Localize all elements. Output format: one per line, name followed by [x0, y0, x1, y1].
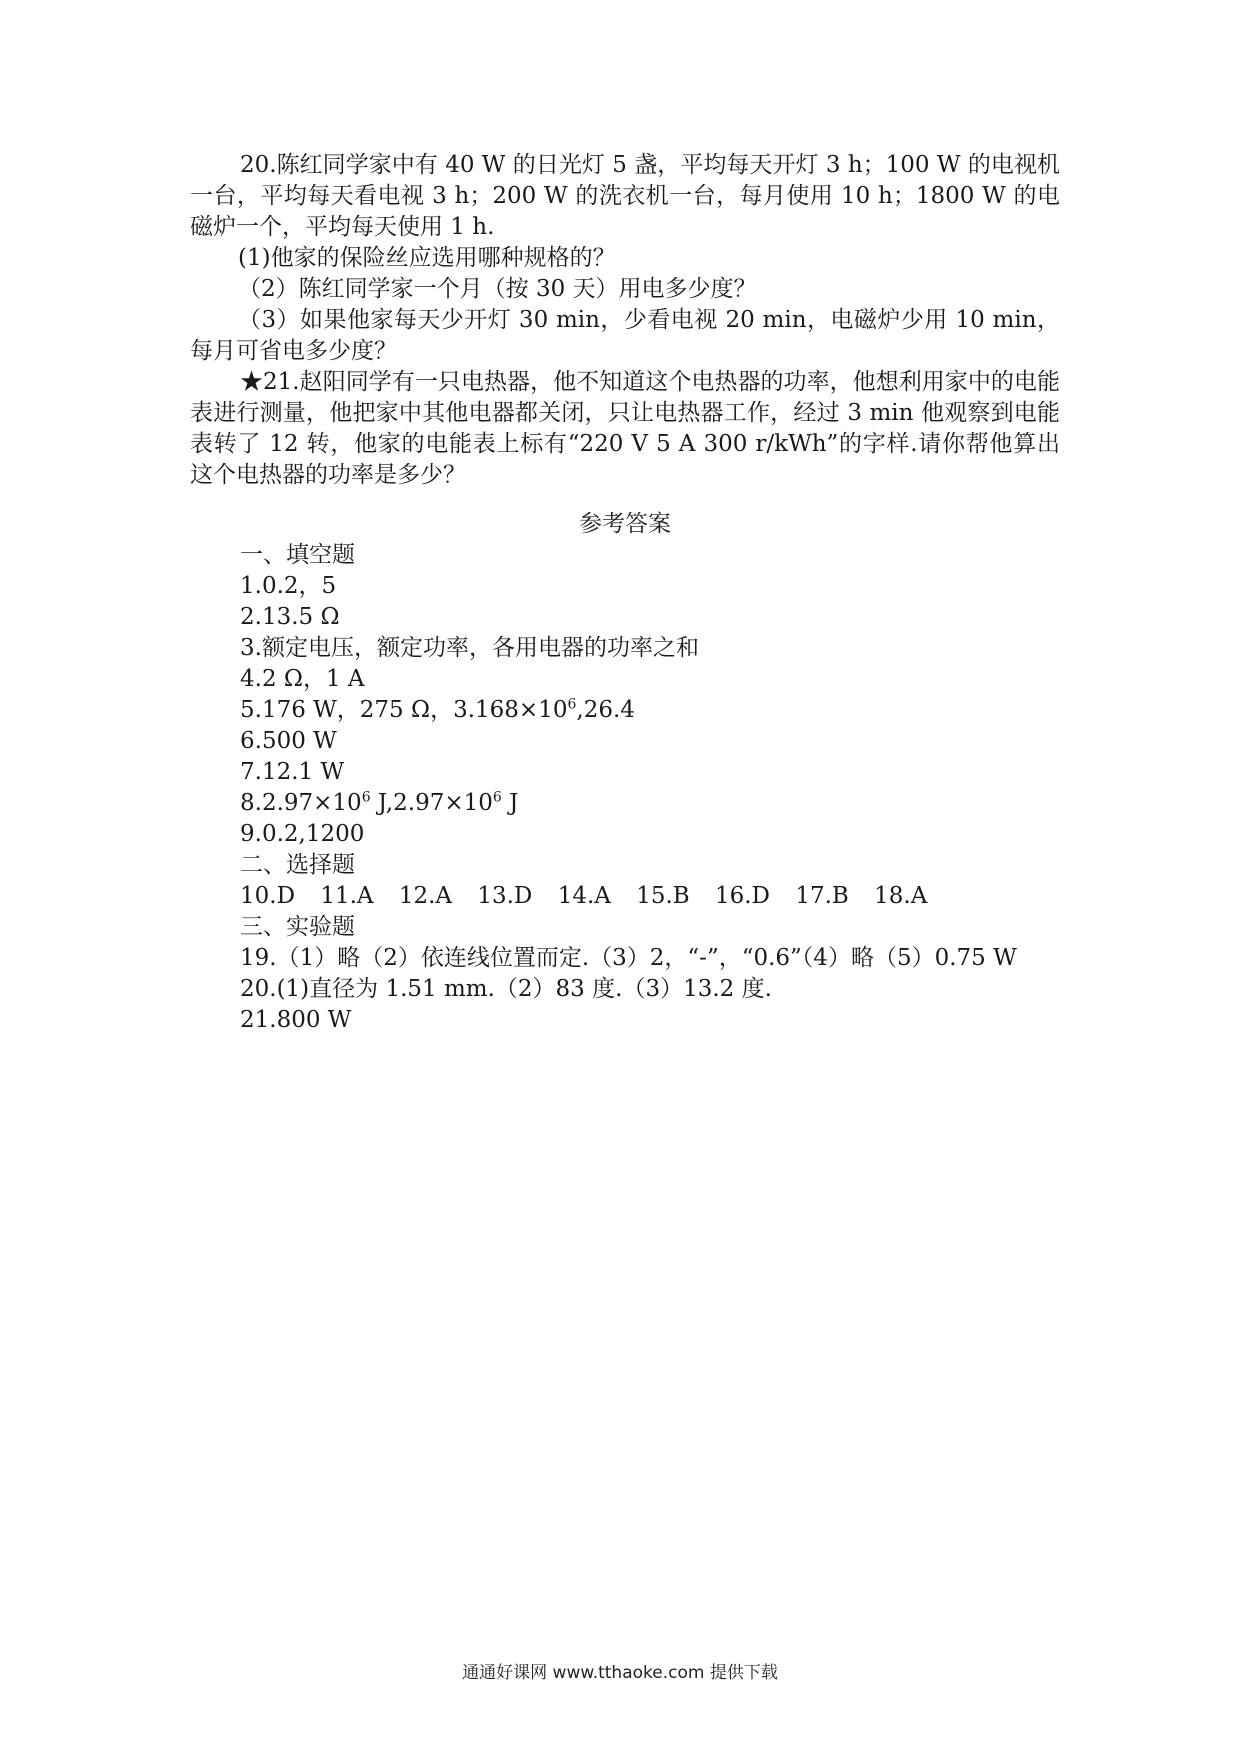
choice-answer: 10.D [240, 883, 296, 909]
answer-9: 9.0.2,1200 [240, 821, 365, 847]
choice-answer: 14.A [557, 883, 611, 909]
answer-4: 4.2 Ω，1 A [240, 666, 365, 692]
answer-8-middle: J,2.97×10 [370, 790, 493, 816]
choice-answer: 15.B [636, 883, 690, 909]
choice-answer: 13.D [477, 883, 533, 909]
answer-3: 3.额定电压，额定功率，各用电器的功率之和 [240, 635, 699, 661]
answer-8-exponent-2: 6 [492, 789, 502, 806]
question-21: ★21.赵阳同学有一只电热器，他不知道这个电热器的功率，他想利用家中的电能表进行测量，他把家中其他电器都关闭，只让电热器工作，经过 3 min 他观察到电能表转了 12 转，他家的电能表上标有“220 V 5 A 300 r/kWh”的字样.请你帮他算出这个电热器的功率是多少？ [190, 369, 1060, 488]
choice-answer: 17.B [795, 883, 849, 909]
answer-5-tail: ,26.4 [576, 697, 635, 723]
section-choice-heading: 二、选择题 [240, 852, 355, 878]
answer-8 [190, 788, 1060, 819]
answer-8-main: 8.2.97×10 [240, 790, 362, 816]
answer-7: 7.12.1 W [240, 759, 345, 785]
answers-title: 参考答案 [579, 511, 671, 537]
choice-answer: 18.A [874, 883, 928, 909]
section-fill-in-heading: 一、填空题 [240, 542, 355, 568]
answer-5 [190, 695, 1060, 726]
footer-watermark: 通通好课网 www.tthaoke.com 提供下载 [462, 1663, 778, 1683]
answer-19: 19.（1）略（2）依连线位置而定.（3）2，“-”，“0.6”（4）略（5）0.75 W [240, 945, 1017, 971]
questions-block [190, 150, 1060, 491]
section-experiment-heading: 三、实验题 [240, 914, 355, 940]
answer-8-tail: J [501, 790, 519, 816]
choice-answer: 16.D [714, 883, 771, 909]
question-20-part-3: （3）如果他家每天少开灯 30 min，少看电视 20 min，电磁炉少用 10 min，每月可省电多少度？ [190, 307, 1060, 364]
answers-block [190, 540, 1060, 1036]
answer-2: 2.13.5 Ω [240, 604, 340, 630]
answer-5-main: 5.176 W，275 Ω，3.168×10 [240, 697, 568, 723]
answer-20: 20.(1)直径为 1.51 mm.（2）83 度.（3）13.2 度. [240, 976, 772, 1002]
answer-21: 21.800 W [240, 1007, 352, 1033]
answer-5-exponent: 6 [567, 696, 577, 713]
answer-1: 1.0.2，5 [240, 573, 337, 599]
choice-answers-row [190, 881, 1060, 912]
answer-8-exponent-1: 6 [361, 789, 371, 806]
answer-6: 6.500 W [240, 728, 337, 754]
choice-answer: 11.A [320, 883, 374, 909]
choice-answer: 12.A [398, 883, 453, 909]
question-20-part-1: (1)他家的保险丝应选用哪种规格的？ [238, 245, 616, 271]
question-20-part-2: （2）陈红同学家一个月（按 30 天）用电多少度？ [238, 276, 757, 302]
question-20-stem: 20.陈红同学家中有 40 W 的日光灯 5 盏，平均每天开灯 3 h；100 W 的电视机一台，平均每天看电视 3 h；200 W 的洗衣机一台，每月使用 10 h；1800 W 的电磁炉一个，平均每天使用 1 h. [190, 152, 1060, 240]
